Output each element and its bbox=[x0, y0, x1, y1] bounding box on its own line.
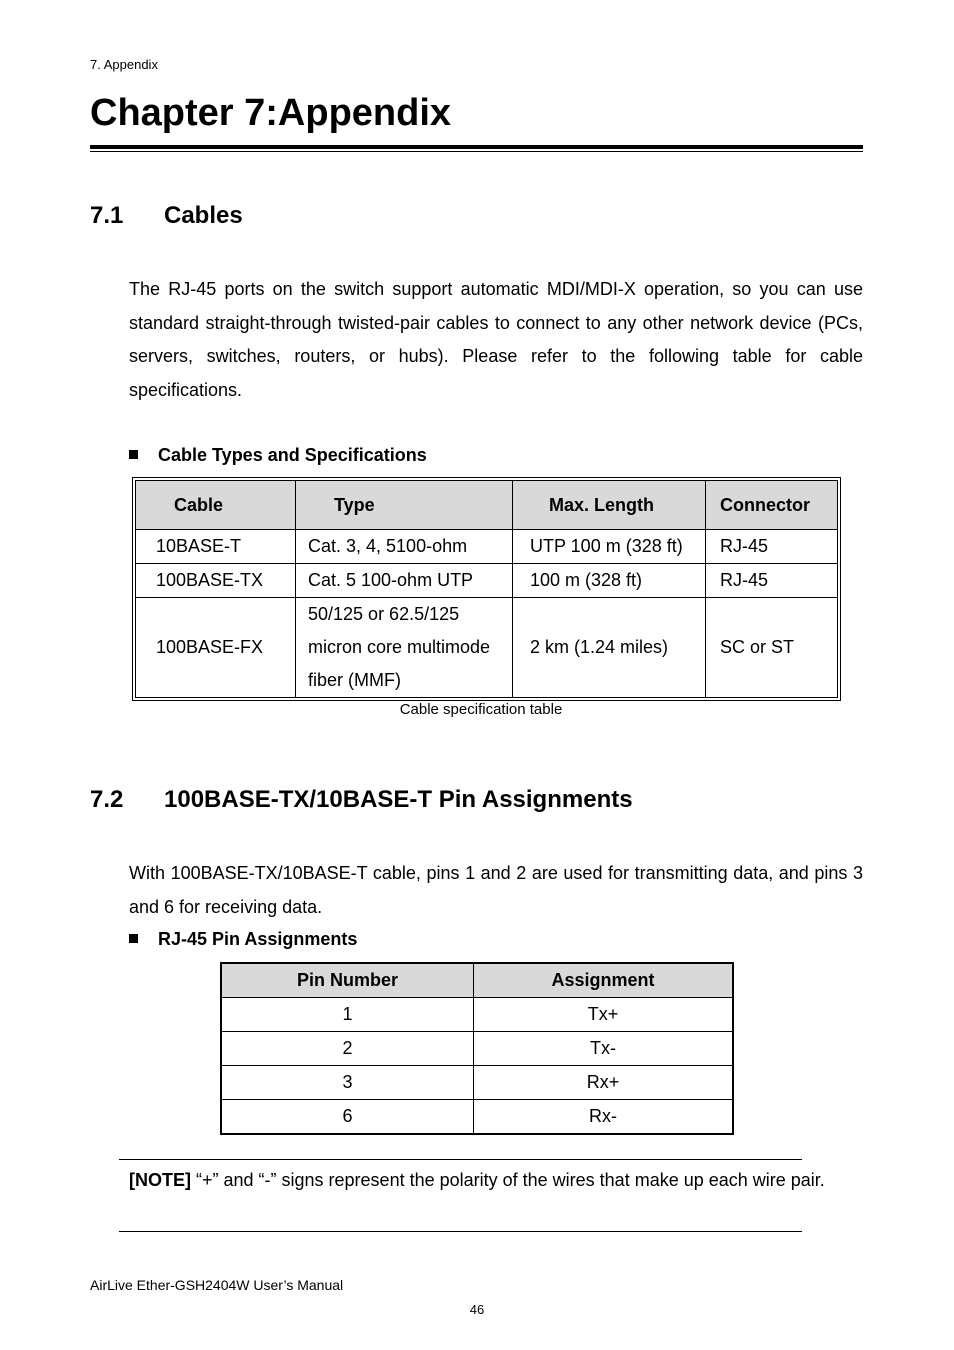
bullet-rj45-pins bbox=[129, 928, 357, 950]
table-header-row bbox=[221, 963, 733, 998]
table-cell: Tx+ bbox=[474, 998, 734, 1032]
table-row bbox=[221, 1032, 733, 1066]
cable-table-frame bbox=[132, 477, 841, 701]
cables-paragraph: The RJ-45 ports on the switch support automatic MDI/MDI-X operation, so you can use standard straight-through twisted-pair cables to connect to any other network device (PCs, servers, switches, routers, or hubs). Please refer to the following table for cable specifications. bbox=[129, 279, 863, 400]
table-cell: 1 bbox=[221, 998, 474, 1032]
bullet-cable-types bbox=[129, 444, 427, 466]
chapter-title: Chapter 7:Appendix bbox=[90, 92, 452, 134]
table-row bbox=[136, 564, 838, 598]
note-rule-top bbox=[119, 1159, 802, 1160]
section-title: Cables bbox=[164, 202, 243, 229]
note-box bbox=[129, 1163, 839, 1197]
table-row bbox=[136, 598, 838, 698]
section-heading-pin-assignments bbox=[90, 785, 633, 815]
table-cell: 50/125 or 62.5/125 micron core multimode fiber (MMF) bbox=[296, 598, 513, 698]
table-cell: 2 km (1.24 miles) bbox=[513, 598, 706, 698]
table-cell: UTP 100 m (328 ft) bbox=[513, 530, 706, 564]
table-cell: Cat. 3, 4, 5100-ohm bbox=[296, 530, 513, 564]
table-caption: Cable specification table bbox=[399, 701, 563, 718]
col-header-cable: Cable bbox=[136, 481, 296, 530]
table-cell: SC or ST bbox=[706, 598, 838, 698]
pin-assignments-paragraph: With 100BASE-TX/10BASE-T cable, pins 1 and 2 are used for transmitting data, and pins 3 and 6 for receiving data. bbox=[129, 863, 863, 917]
table-cell: Tx- bbox=[474, 1032, 734, 1066]
table-cell: 6 bbox=[221, 1100, 474, 1135]
page-number: 46 bbox=[469, 1302, 485, 1317]
footer-manual-title: AirLive Ether-GSH2404W User’s Manual bbox=[90, 1277, 344, 1293]
running-header: 7. Appendix bbox=[90, 57, 158, 72]
note-text: “+” and “-” signs represent the polarity of the wires that make up each wire pair. bbox=[191, 1170, 825, 1190]
table-cell: 100 m (328 ft) bbox=[513, 564, 706, 598]
table-cell: 100BASE-FX bbox=[136, 598, 296, 698]
table-cell: Rx- bbox=[474, 1100, 734, 1135]
title-rule-thin bbox=[90, 151, 863, 152]
square-bullet-icon bbox=[129, 934, 138, 943]
col-header-connector: Connector bbox=[706, 481, 838, 530]
table-row bbox=[221, 1066, 733, 1100]
note-label: [NOTE] bbox=[129, 1170, 191, 1190]
table-cell: RJ-45 bbox=[706, 530, 838, 564]
section-number: 7.1 bbox=[90, 202, 124, 229]
table-header-row bbox=[136, 481, 838, 530]
table-cell: 10BASE-T bbox=[136, 530, 296, 564]
section-number: 7.2 bbox=[90, 786, 124, 813]
bullet-label: Cable Types and Specifications bbox=[158, 445, 427, 465]
section-heading-cables bbox=[90, 201, 243, 231]
bullet-label: RJ-45 Pin Assignments bbox=[158, 929, 358, 949]
table-row bbox=[221, 998, 733, 1032]
table-cell: Cat. 5 100-ohm UTP bbox=[296, 564, 513, 598]
square-bullet-icon bbox=[129, 450, 138, 459]
table-cell: 2 bbox=[221, 1032, 474, 1066]
table-cell: 100BASE-TX bbox=[136, 564, 296, 598]
table-cell: RJ-45 bbox=[706, 564, 838, 598]
title-rule-thick bbox=[90, 145, 863, 149]
col-header-type: Type bbox=[296, 481, 513, 530]
table-cell: Rx+ bbox=[474, 1066, 734, 1100]
col-header-pin-number: Pin Number bbox=[221, 963, 474, 998]
note-rule-bottom bbox=[119, 1231, 802, 1232]
col-header-assignment: Assignment bbox=[474, 963, 734, 998]
table-cell: 3 bbox=[221, 1066, 474, 1100]
section-title: 100BASE-TX/10BASE-T Pin Assignments bbox=[164, 786, 633, 813]
table-row bbox=[221, 1100, 733, 1135]
table-row bbox=[136, 530, 838, 564]
col-header-max-length: Max. Length bbox=[513, 481, 706, 530]
cable-spec-table bbox=[135, 480, 838, 698]
pin-assignment-table bbox=[220, 962, 734, 1135]
